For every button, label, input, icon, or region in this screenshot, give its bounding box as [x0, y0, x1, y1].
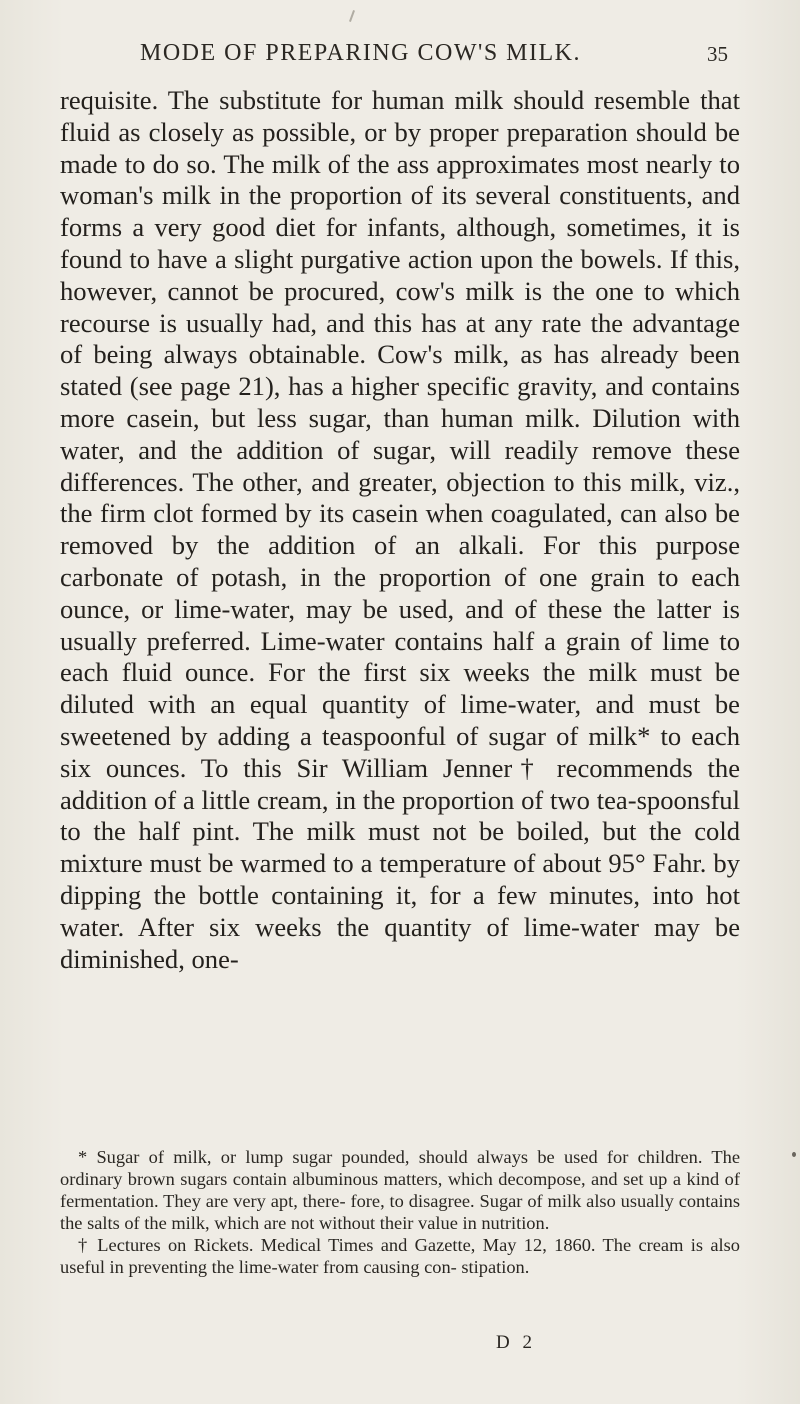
- ink-mark: [792, 1152, 796, 1157]
- footnotes: [60, 1146, 740, 1278]
- signature-mark: D 2: [496, 1332, 536, 1353]
- page-header: [140, 40, 728, 80]
- footnote-sugar-of-milk: * Sugar of milk, or lump sugar pounded, should always be used for children. The ordinary brown sugars contain albuminous matters, which decompose, and set up a kind of fermentation. They are very apt, there- fore, to disagree. Sugar of milk also usually contains the salts of the milk, which are not without their value in nutrition.: [60, 1147, 740, 1233]
- footnote-lectures-on-rickets: † Lectures on Rickets. Medical Times and Gazette, May 12, 1860. The cream is also useful in preventing the lime-water from causing con- stipation.: [60, 1235, 740, 1277]
- main-text: [60, 85, 740, 975]
- ink-mark: [349, 10, 355, 22]
- body-paragraph: requisite. The substitute for human milk should resemble that fluid as closely as possible, or by proper preparation should be made to do so. The milk of the ass approximates most nearly to woman's milk in the proportion of its several constituents, and forms a very good diet for infants, although, sometimes, it is found to have a slight purgative action upon the bowels. If this, however, cannot be procured, cow's milk is the one to which recourse is usually had, and this has at any rate the advantage of being always obtainable. Cow's milk, as has already been stated (see page 21), has a higher specific gravity, and contains more casein, but less sugar, than human milk. Dilution with water, and the addition of sugar, will readily remove these differences. The other, and greater, objection to this milk, viz., the firm clot formed by its casein when coagulated, can also be removed by the addition of an alkali. For this purpose carbonate of potash, in the proportion of one grain to each ounce, or lime-water, may be used, and of these the latter is usually preferred. Lime-water contains half a grain of lime to each fluid ounce. For the first six weeks the milk must be diluted with an equal quantity of lime-water, and must be sweetened by adding a teaspoonful of sugar of milk* to each six ounces. To this Sir William Jenner† recommends the addition of a little cream, in the proportion of two tea-spoonsful to the half pint. The milk must not be boiled, but the cold mixture must be warmed to a temperature of about 95° Fahr. by dipping the bottle containing it, for a few minutes, into hot water. After six weeks the quantity of lime-water may be diminished, one-: [60, 85, 740, 974]
- page-number: 35: [707, 42, 728, 66]
- running-title: MODE OF PREPARING COW'S MILK.: [140, 40, 581, 66]
